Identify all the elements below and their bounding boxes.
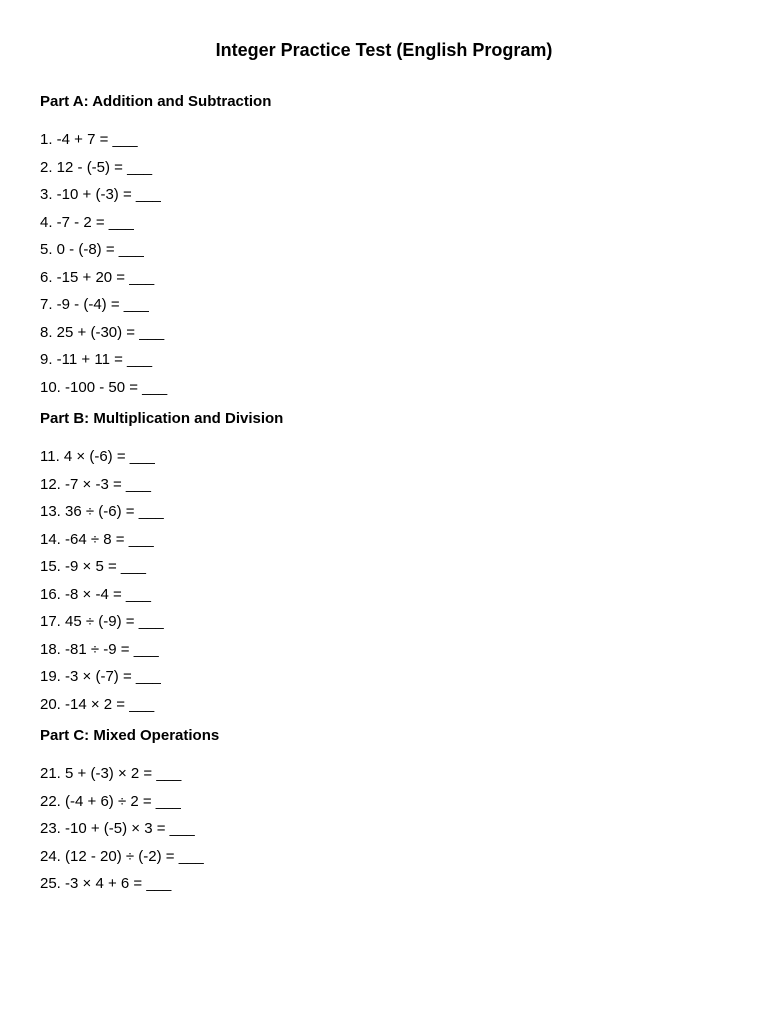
- question-item: 9. -11 + 11 = ___: [40, 351, 153, 368]
- section-heading: Part C: Mixed Operations: [40, 727, 220, 744]
- section-part-b: [40, 410, 740, 723]
- question-item: 18. -81 ÷ -9 = ___: [40, 640, 159, 658]
- question-item: 22. (-4 + 6) ÷ 2 = ___: [40, 792, 181, 810]
- question-item: 4. -7 - 2 = ___: [40, 213, 134, 231]
- question-item: 14. -64 ÷ 8 = ___: [40, 530, 154, 548]
- question-item: 2. 12 - (-5) = ___: [40, 158, 153, 176]
- question-item: 23. -10 + (-5) × 3 = ___: [40, 820, 195, 837]
- section-heading: Part A: Addition and Subtraction: [40, 93, 272, 110]
- question-item: 3. -10 + (-3) = ___: [40, 186, 161, 203]
- section-part-a: [40, 93, 740, 406]
- question-item: 11. 4 × (-6) = ___: [40, 448, 155, 465]
- question-item: 7. -9 - (-4) = ___: [40, 296, 149, 313]
- question-list: [40, 131, 740, 397]
- question-item: 21. 5 + (-3) × 2 = ___: [40, 765, 182, 782]
- question-list: [40, 765, 740, 893]
- question-item: 20. -14 × 2 = ___: [40, 695, 155, 713]
- question-item: 24. (12 - 20) ÷ (-2) = ___: [40, 847, 204, 865]
- question-item: 8. 25 + (-30) = ___: [40, 323, 165, 341]
- section-heading: Part B: Multiplication and Division: [40, 410, 284, 427]
- question-item: 10. -100 - 50 = ___: [40, 378, 168, 396]
- question-item: 5. 0 - (-8) = ___: [40, 241, 144, 258]
- question-item: 25. -3 × 4 + 6 = ___: [40, 875, 172, 892]
- page-title: Integer Practice Test (English Program): [215, 40, 553, 60]
- question-item: 16. -8 × -4 = ___: [40, 585, 151, 603]
- question-item: 1. -4 + 7 = ___: [40, 131, 138, 148]
- question-item: 6. -15 + 20 = ___: [40, 268, 155, 286]
- question-item: 17. 45 ÷ (-9) = ___: [40, 613, 164, 630]
- question-item: 19. -3 × (-7) = ___: [40, 668, 161, 685]
- question-item: 12. -7 × -3 = ___: [40, 475, 151, 493]
- question-item: 13. 36 ÷ (-6) = ___: [40, 503, 164, 520]
- question-list: [40, 448, 740, 714]
- section-part-c: [40, 727, 740, 903]
- question-item: 15. -9 × 5 = ___: [40, 558, 146, 575]
